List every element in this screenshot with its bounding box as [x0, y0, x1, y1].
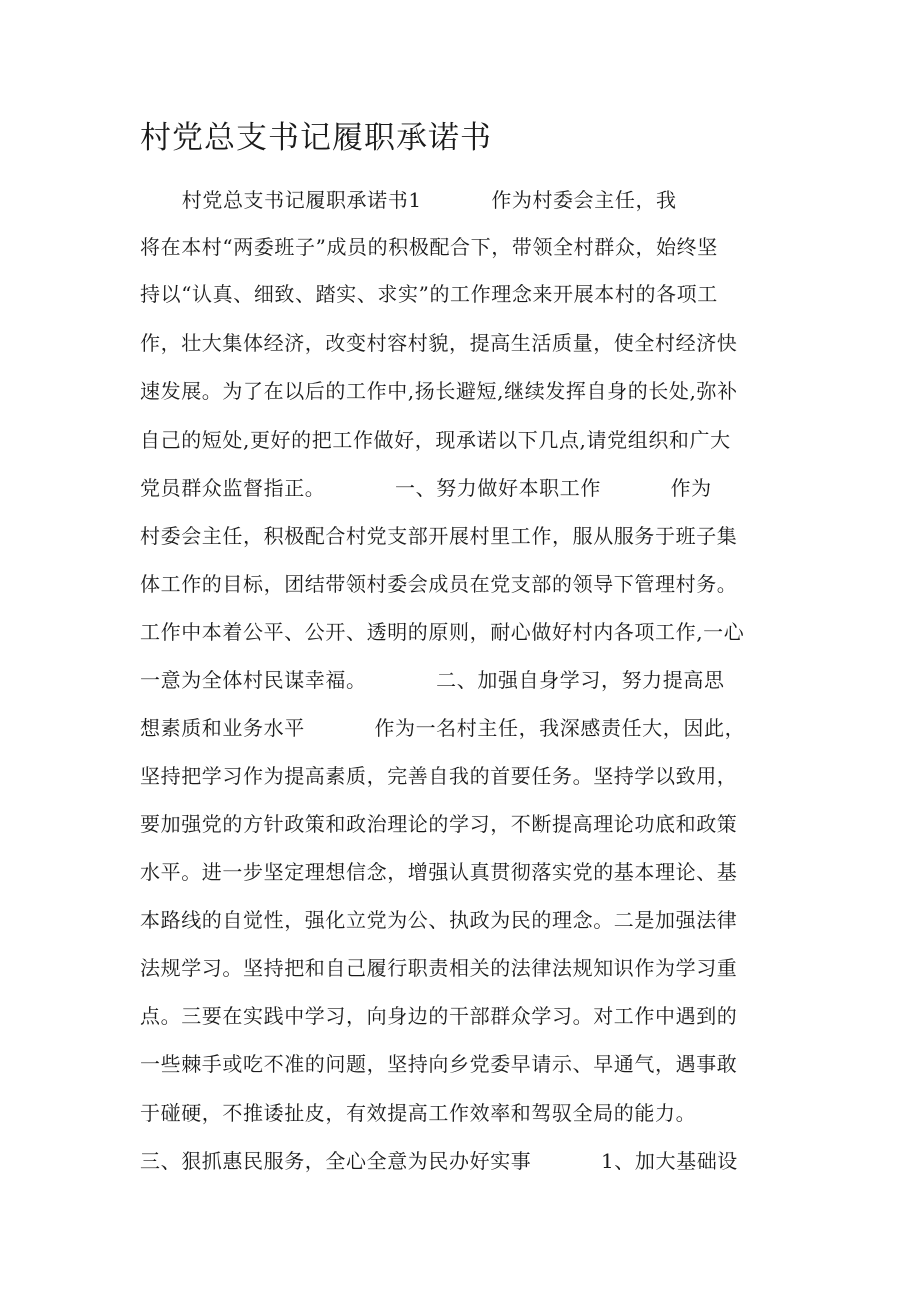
body-line: 一些棘手或吃不准的问题，坚持向乡党委早请示、早通气，遇事敢 — [140, 1052, 738, 1076]
body-line: 党员群众监督指正。 一、努力做好本职工作 作为 — [140, 476, 712, 500]
body-line: 于碰硬，不推诿扯皮，有效提高工作效率和驾驭全局的能力。 — [140, 1101, 697, 1125]
body-line: 点。三要在实践中学习，向身边的干部群众学习。对工作中遇到的 — [140, 1004, 738, 1028]
body-line: 要加强党的方针政策和政治理论的学习，不断提高理论功底和政策 — [140, 812, 738, 836]
body-line: 体工作的目标，团结带领村委会成员在党支部的领导下管理村务。 — [140, 572, 738, 596]
body-line: 持以“认真、细致、踏实、求实”的工作理念来开展本村的各项工 — [140, 282, 718, 306]
body-line: 一意为全体村民谋幸福。 二、加强自身学习，努力提高思 — [140, 668, 725, 692]
body-line: 将在本村“两委班子”成员的积极配合下，带领全村群众，始终坚 — [140, 235, 718, 259]
body-line: 速发展。为了在以后的工作中,扬长避短,继续发挥自身的长处,弥补 — [140, 379, 738, 403]
body-line: 水平。进一步坚定理想信念，增强认真贯彻落实党的基本理论、基 — [140, 860, 738, 884]
body-line: 法规学习。坚持把和自己履行职责相关的法律法规知识作为学习重 — [140, 956, 738, 980]
body-line: 坚持把学习作为提高素质，完善自我的首要任务。坚持学以致用， — [140, 764, 738, 788]
body-line: 想素质和业务水平 作为一名村主任，我深感责任大，因此， — [140, 716, 746, 740]
body-line: 村委会主任，积极配合村党支部开展村里工作，服从服务于班子集 — [140, 524, 738, 548]
document-title: 村党总支书记履职承诺书 — [140, 120, 492, 156]
body-line: 作，壮大集体经济，改变村容村貌，提高生活质量，使全村经济快 — [140, 331, 738, 355]
body-line: 三、狠抓惠民服务，全心全意为民办好实事 1、加大基础设 — [140, 1149, 738, 1173]
body-line: 自己的短处,更好的把工作做好，现承诺以下几点,请党组织和广大 — [140, 428, 731, 452]
body-line: 工作中本着公平、公开、透明的原则，耐心做好村内各项工作,一心 — [140, 620, 745, 644]
body-line: 本路线的自觉性，强化立党为公、执政为民的理念。二是加强法律 — [140, 908, 738, 932]
body-line: 村党总支书记履职承诺书1 作为村委会主任，我 — [140, 188, 677, 212]
